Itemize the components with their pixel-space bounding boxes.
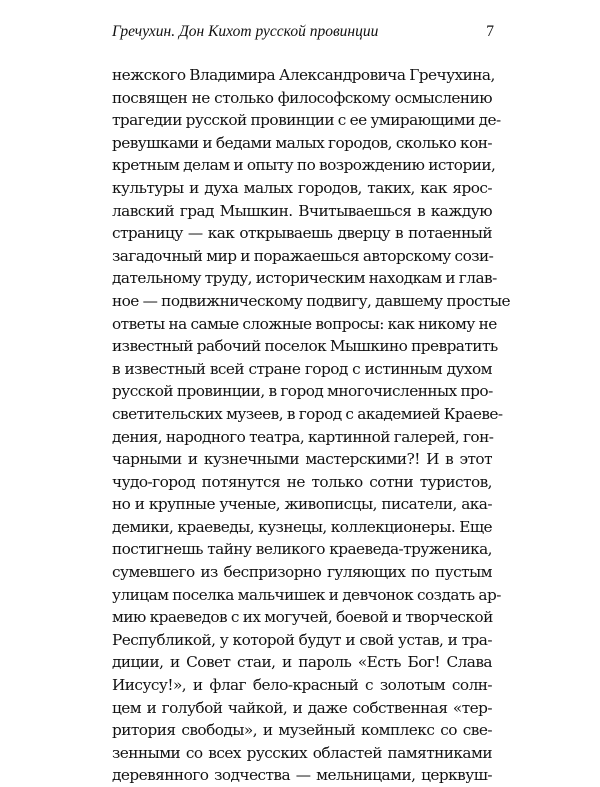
- text-line: посвящен не столько философскому осмыслению: [112, 88, 492, 107]
- text-line: деревянного зодчества — мельницами, церквуш-: [112, 766, 492, 785]
- text-line: Республикой, у которой будут и свой устав, и тра-: [112, 630, 492, 649]
- text-line: лавский град Мышкин. Вчитываешься в каждую: [112, 201, 492, 220]
- text-line: светительских музеев, в город с академией Краеве-: [112, 404, 503, 423]
- text-line: трагедии русской провинции с ее умирающими де-: [112, 111, 501, 130]
- text-line: загадочный мир и поражаешься авторскому сози-: [112, 246, 494, 265]
- body-text: [112, 64, 511, 787]
- text-line: чарными и кузнечными мастерскими?! И в этот: [112, 450, 492, 469]
- running-header: [112, 22, 494, 46]
- text-line: цем и голубой чайкой, и даже собственная «тер-: [112, 698, 492, 717]
- text-line: ритория свободы», и музейный комплекс со све-: [112, 721, 492, 740]
- text-line: русской провинции, в город многочисленных про-: [112, 382, 493, 401]
- text-line: кретным делам и опыту по возрождению истории,: [112, 156, 496, 175]
- text-line: диции, и Совет стаи, и пароль «Есть Бог! Слава: [112, 653, 492, 672]
- text-line: ревушками и бедами малых городов, сколько кон-: [112, 133, 492, 152]
- text-line: чудо-город потянутся не только сотни туристов,: [112, 472, 492, 491]
- text-line: нежского Владимира Александровича Гречухина,: [112, 66, 495, 84]
- text-line: дательному труду, историческим находкам и глав-: [112, 269, 497, 288]
- running-title: Гречухин. Дон Кихот русской провинции: [112, 23, 379, 40]
- text-line: культуры и духа малых городов, таких, как ярос-: [112, 178, 492, 197]
- text-line: но и крупные ученые, живописцы, писатели, ака-: [112, 495, 492, 514]
- text-line: ответы на самые сложные вопросы: как никому не: [112, 314, 497, 333]
- text-line: мию краеведов с их могучей, боевой и творческой: [112, 608, 493, 627]
- text-line: зенными со всех русских областей памятниками: [112, 743, 492, 762]
- text-line: сумевшего из беспризорно гуляющих по пустым: [112, 563, 492, 582]
- text-line: дения, народного театра, картинной галерей, гон-: [112, 427, 494, 446]
- text-line: ное — подвижническому подвигу, давшему простые: [112, 291, 511, 310]
- text-line: в известный всей стране город с истинным духом: [112, 359, 492, 378]
- text-line: известный рабочий поселок Мышкино превратить: [112, 337, 498, 356]
- text-line: демики, краеведы, кузнецы, коллекционеры. Еще: [112, 517, 492, 536]
- text-line: улицам поселка мальчишек и девчонок создать ар-: [112, 585, 501, 604]
- text-line: Иисусу!», и флаг бело-красный с золотым солн-: [112, 676, 492, 695]
- text-line: постигнешь тайну великого краеведа-труженика,: [112, 540, 492, 559]
- page-number: 7: [486, 23, 494, 40]
- text-line: страницу — как открываешь дверцу в потаенный: [112, 224, 492, 243]
